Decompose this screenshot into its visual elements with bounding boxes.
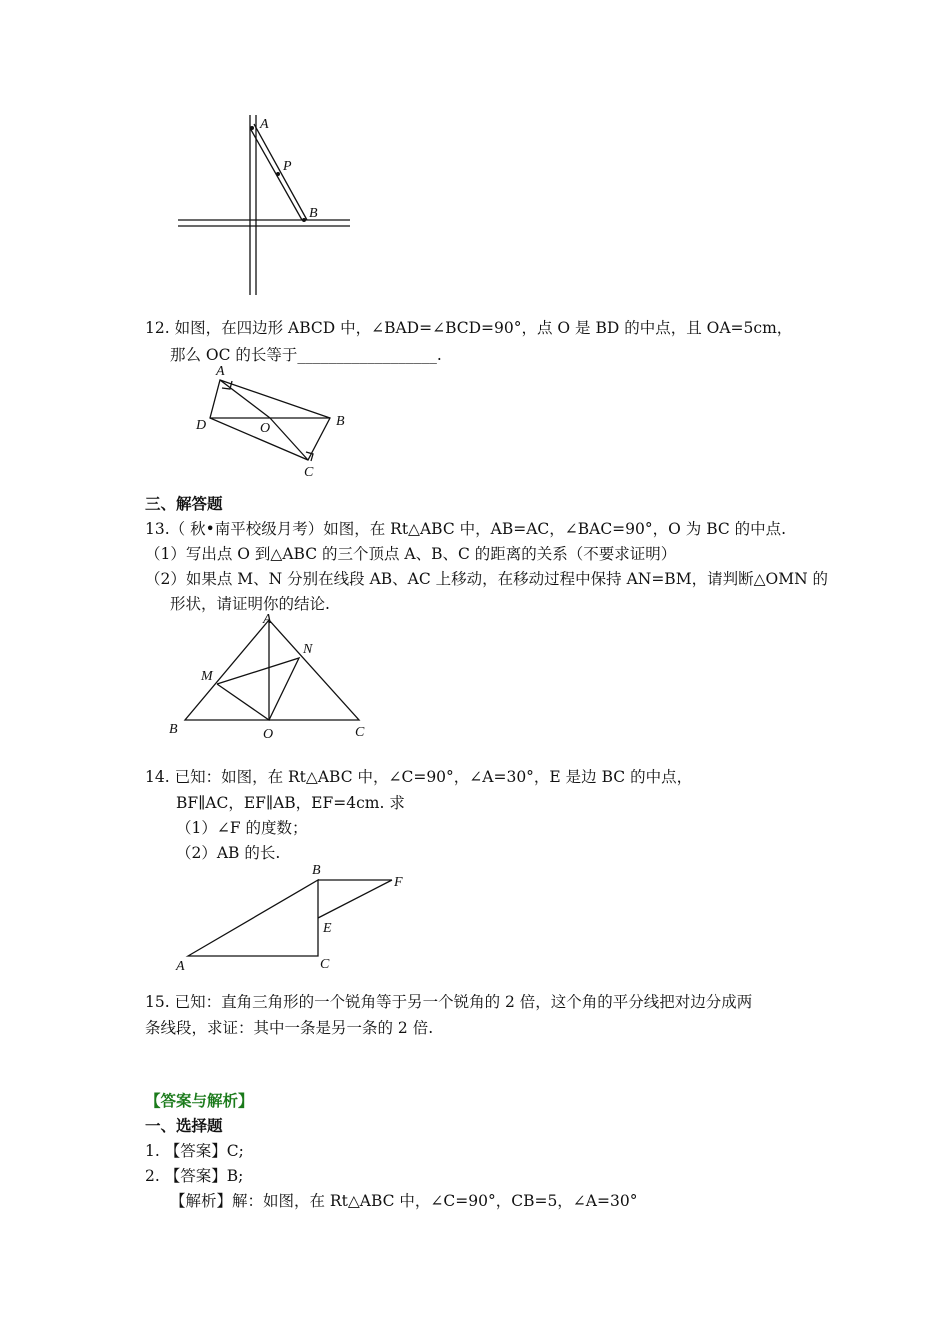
q14-part1: （1）∠F 的度数； [176, 819, 308, 837]
section3-title: 三、解答题 [145, 494, 223, 513]
segment-oa [220, 380, 270, 418]
label-a: A [216, 364, 225, 379]
q13-figure [165, 612, 385, 747]
label-c: C [320, 957, 330, 972]
q15-line2: 条线段，求证：其中一条是另一条的 2 倍. [145, 1019, 434, 1037]
q13-part2a: （2）如果点 M、N 分别在线段 AB、AC 上移动，在移动过程中保持 AN=BM，请判断△OMN 的 [145, 570, 829, 588]
label-o: O [260, 421, 271, 436]
label-f: F [394, 875, 403, 890]
point-p [276, 172, 280, 176]
q14-figure [170, 860, 420, 975]
label-c: C [355, 725, 365, 740]
triangle-abc [188, 880, 318, 956]
label-d: D [196, 418, 207, 433]
point-a [250, 126, 254, 130]
label-b: B [312, 863, 321, 878]
answer-2-analysis: 【解析】解：如图，在 Rt△ABC 中，∠C=90°，CB=5，∠A=30° [170, 1192, 638, 1210]
q12-line1: 12. 如图，在四边形 ABCD 中，∠BAD=∠BCD=90°，点 O 是 BD 的中点，且 OA=5cm， [145, 319, 793, 337]
label-a: A [260, 117, 269, 132]
label-a: A [176, 959, 185, 974]
label-b: B [169, 722, 178, 737]
q13-line1: 13.（ 秋•南平校级月考）如图，在 Rt△ABC 中，AB=AC，∠BAC=90°，O 为 BC 的中点. [145, 520, 787, 538]
point-b [302, 218, 306, 222]
answer-2: 2. 【答案】B; [145, 1167, 244, 1185]
q14-line1: 14. 已知：如图，在 Rt△ABC 中，∠C=90°，∠A=30°，E 是边 BC 的中点， [145, 768, 693, 786]
answers-section1: 一、选择题 [145, 1116, 223, 1135]
label-p: P [283, 159, 292, 174]
label-b: B [309, 206, 318, 221]
label-e: E [323, 921, 332, 936]
answer-1: 1. 【答案】C; [145, 1142, 244, 1160]
segment-ef [318, 880, 392, 918]
label-n: N [303, 642, 313, 657]
ladder-figure [170, 110, 370, 300]
label-c: C [304, 465, 314, 480]
label-b: B [336, 414, 345, 429]
q14-line2: BF∥AC，EF∥AB，EF=4cm. 求 [176, 794, 405, 812]
quad-abcd [210, 380, 330, 460]
q13-part1: （1）写出点 O 到△ABC 的三个顶点 A、B、C 的距离的关系（不要求证明） [145, 545, 677, 563]
segment-oc [270, 418, 308, 460]
q12-line2: 那么 OC 的长等于__________________. [170, 346, 442, 364]
answers-title: 【答案与解析】 [145, 1091, 254, 1110]
q14-part2: （2）AB 的长. [176, 844, 281, 862]
label-o: O [263, 727, 274, 742]
ladder-edge-2 [254, 124, 307, 220]
label-m: M [201, 669, 213, 684]
label-a: A [263, 612, 272, 627]
q12-figure [190, 362, 370, 482]
q15-line1: 15. 已知：直角三角形的一个锐角等于另一个锐角的 2 倍，这个角的平分线把对边分成两 [145, 993, 753, 1011]
q13-part2b: 形状，请证明你的结论. [170, 595, 330, 613]
